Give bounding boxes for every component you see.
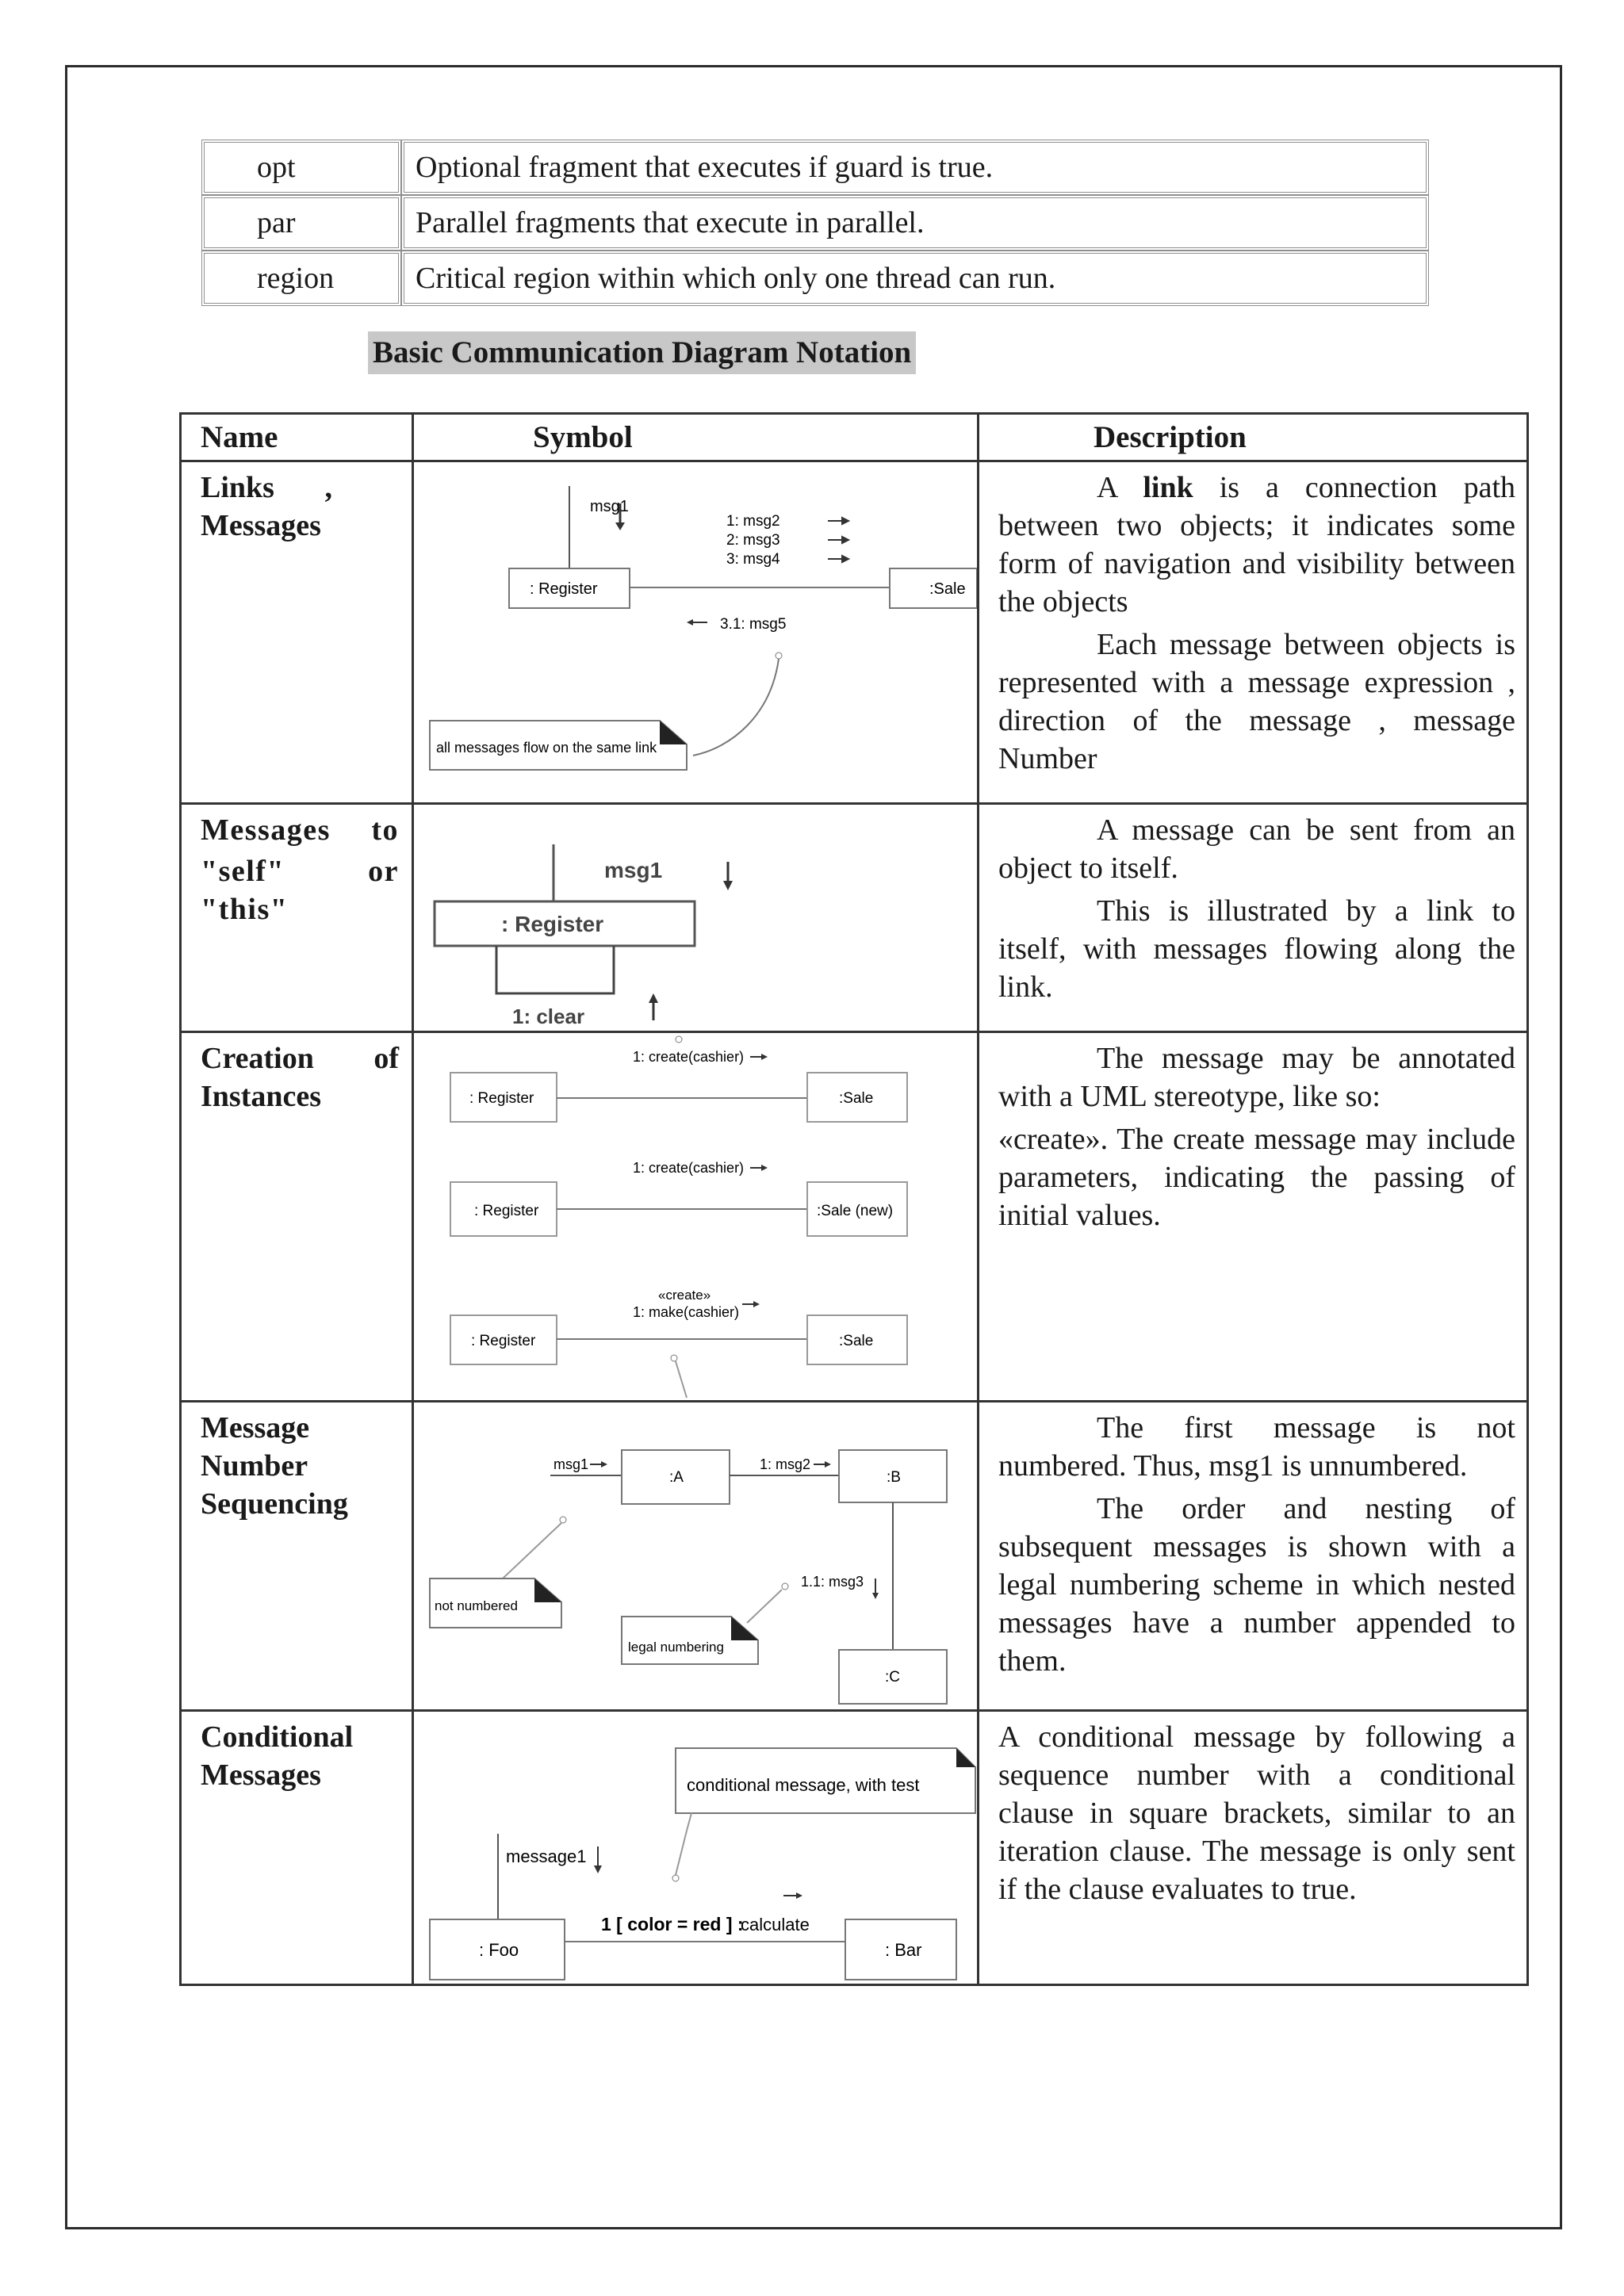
self-message-diagram xyxy=(414,805,977,1030)
message1-label: message1 xyxy=(506,1846,587,1866)
header-description: Description xyxy=(979,414,1528,461)
fragment-op: opt xyxy=(201,140,401,195)
register-label: : Register xyxy=(469,1090,534,1107)
fragment-desc: Parallel fragments that execute in parallel. xyxy=(401,195,1429,251)
foo-label: : Foo xyxy=(479,1940,519,1960)
msg5-label: 3.1: msg5 xyxy=(720,616,787,633)
desc-paragraph: «create». The create message may include parameters, indicating the passing of initial values. xyxy=(998,1123,1515,1232)
desc-paragraph: A message can be sent from an object to itself. xyxy=(998,813,1515,885)
row-description xyxy=(979,1711,1528,1985)
row-name xyxy=(181,461,413,804)
name-line: Conditional xyxy=(201,1720,354,1754)
name-line: Instances xyxy=(201,1080,322,1113)
name-line: Sequencing xyxy=(201,1487,348,1521)
row-name xyxy=(181,804,413,1032)
table-row xyxy=(181,804,1528,1032)
name-line: Messages xyxy=(201,1758,321,1792)
symbol-cell xyxy=(413,1032,979,1402)
desc-paragraph: A conditional message by following a sequence number with a conditional clause in square brackets, similar to an iteration clause. The message is only sent if the clause evaluates to true. xyxy=(998,1720,1515,1906)
desc-paragraph: The order and nesting of subsequent messages is shown with a legal numbering scheme in which nested messages have a number appended to them. xyxy=(998,1492,1515,1678)
sale-new-label: :Sale (new) xyxy=(817,1203,894,1219)
sequencing-diagram xyxy=(414,1402,977,1709)
table-header-row xyxy=(181,414,1528,461)
msg3-label: 1.1: msg3 xyxy=(801,1574,864,1590)
row-description xyxy=(979,461,1528,804)
calculate-label: calculate xyxy=(741,1915,810,1934)
table-row xyxy=(201,195,1429,251)
row-name xyxy=(181,1402,413,1711)
table-row xyxy=(181,1711,1528,1985)
header-symbol: Symbol xyxy=(413,414,979,461)
desc-paragraph: The first message is not numbered. Thus, msg1 is unnumbered. xyxy=(998,1411,1515,1483)
a-label: :A xyxy=(669,1469,684,1486)
name-line: Links , xyxy=(201,471,332,504)
desc-paragraph: A link is a connection path between two objects; it indicates some form of navigation and visibility between the objects xyxy=(998,471,1516,618)
symbol-cell xyxy=(413,461,979,804)
links-messages-diagram xyxy=(414,462,977,802)
bar-label: : Bar xyxy=(885,1940,922,1960)
symbol-cell xyxy=(413,1402,979,1711)
creation-diagram xyxy=(414,1033,977,1399)
symbol-cell xyxy=(413,1711,979,1985)
table-row xyxy=(201,140,1429,195)
msg1-label: msg1 xyxy=(553,1456,589,1472)
fragment-desc: Optional fragment that executes if guard is true. xyxy=(401,140,1429,195)
row-name xyxy=(181,1711,413,1985)
clear-label: 1: clear xyxy=(512,1004,585,1028)
note-label: conditional message, with test xyxy=(687,1775,920,1795)
conditional-diagram xyxy=(414,1712,977,1983)
fragment-op: region xyxy=(201,251,401,306)
desc-paragraph: The message may be annotated with a UML stereotype, like so: xyxy=(998,1042,1515,1113)
fragment-op: par xyxy=(201,195,401,251)
create2-label: 1: create(cashier) xyxy=(633,1160,745,1176)
name-line: "self" or xyxy=(201,855,399,888)
header-name: Name xyxy=(181,414,413,461)
section-title: Basic Communication Diagram Notation xyxy=(368,331,916,374)
create1-label: 1: create(cashier) xyxy=(633,1049,745,1065)
msg4-label: 3: msg4 xyxy=(726,551,780,568)
symbol-cell xyxy=(413,804,979,1032)
name-line: "this" xyxy=(201,893,289,926)
note2-label: legal numbering xyxy=(628,1640,724,1655)
row-name xyxy=(181,1032,413,1402)
desc-paragraph: This is illustrated by a link to itself, with messages flowing along the link. xyxy=(998,894,1515,1004)
table-row xyxy=(181,461,1528,804)
table-row xyxy=(201,251,1429,306)
notation-table xyxy=(179,412,1529,1986)
note-label: all messages flow on the same link xyxy=(436,740,657,756)
msg1-label: msg1 xyxy=(604,858,663,882)
name-line: Message xyxy=(201,1411,310,1445)
condition-label: 1 [ color = red ] : xyxy=(601,1914,744,1934)
row-description xyxy=(979,804,1528,1032)
name-line: Messages to xyxy=(201,813,399,847)
msg2-label: 1: msg2 xyxy=(760,1456,811,1472)
name-line: Messages xyxy=(201,509,321,542)
sale-label: :Sale xyxy=(839,1333,874,1349)
name-line: Creation of xyxy=(201,1042,399,1075)
sale-label: :Sale xyxy=(839,1090,874,1107)
register-label: : Register xyxy=(530,580,598,598)
msg1-label: msg1 xyxy=(590,498,629,515)
register-label: : Register xyxy=(501,912,604,936)
desc-paragraph: Each message between objects is represented with a message expression , direction of the message , message Number xyxy=(998,628,1515,775)
name-line: Number xyxy=(201,1449,308,1483)
b-label: :B xyxy=(887,1469,901,1486)
make-label: 1: make(cashier) xyxy=(633,1304,740,1320)
fragment-table xyxy=(201,140,1429,306)
msg2-label: 1: msg2 xyxy=(726,513,780,530)
c-label: :C xyxy=(885,1669,900,1686)
row-description xyxy=(979,1032,1528,1402)
stereo-label: «create» xyxy=(658,1288,711,1303)
register-label: : Register xyxy=(471,1333,536,1349)
row-description xyxy=(979,1402,1528,1711)
note1-label: not numbered xyxy=(435,1598,518,1613)
fragment-desc: Critical region within which only one thread can run. xyxy=(401,251,1429,306)
sale-label: :Sale xyxy=(929,580,966,598)
table-row xyxy=(181,1402,1528,1711)
table-row xyxy=(181,1032,1528,1402)
msg3-label: 2: msg3 xyxy=(726,532,780,549)
register-label: : Register xyxy=(474,1203,539,1219)
